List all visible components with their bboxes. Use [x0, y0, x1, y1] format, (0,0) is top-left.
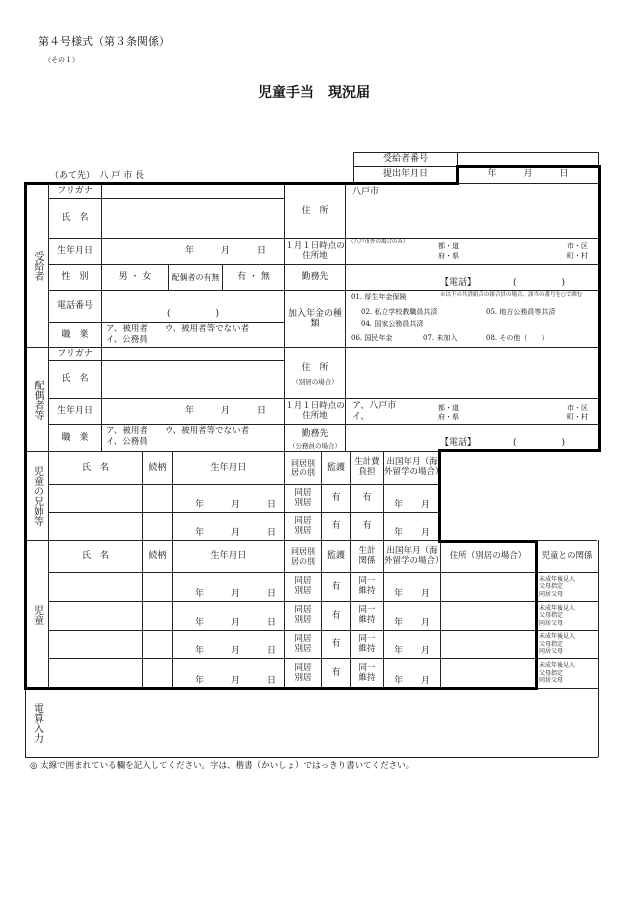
child-abroad-header: 出国年月（海外留学の場合） [384, 545, 444, 566]
child-relation-header: 児童との関係 [541, 550, 593, 561]
child-cohab-header: 同居別居の別 [291, 547, 315, 566]
spouse-phone-field[interactable]: ( ) [513, 438, 566, 448]
recipient-jan1-label: １月１日時点の住所地 [285, 240, 345, 261]
child1-abroad[interactable]: 年 月 [393, 588, 430, 599]
pension-01[interactable]: 01. 厚生年金保険 [351, 293, 407, 301]
child-care-header: 監護 [326, 551, 345, 562]
child-rel-header: 続柄 [148, 551, 167, 562]
child4-birth[interactable]: 年 月 日 [194, 675, 276, 686]
child2-birth[interactable]: 年 月 日 [194, 617, 276, 628]
child4-cohab[interactable]: 同居別居 [294, 662, 312, 683]
spouse-shiku: 市・区 [567, 404, 588, 412]
recipient-name-field[interactable] [102, 199, 284, 238]
child4-abroad[interactable]: 年 月 [393, 675, 430, 686]
child-name-header: 氏 名 [81, 551, 109, 562]
sib1-abroad[interactable]: 年 月 [393, 499, 430, 510]
sib2-birth[interactable]: 年 月 日 [194, 527, 276, 538]
pension-05[interactable]: 05. 地方公務員等共済 [486, 308, 556, 316]
sib1-care[interactable]: 有 [331, 493, 341, 504]
child3-living[interactable]: 同一維持 [358, 633, 376, 654]
spouse-work-label: 勤務先 （公務員の場合） [289, 429, 341, 450]
child3-abroad[interactable]: 年 月 [393, 645, 430, 656]
phone-label: 【電話】 [440, 278, 477, 288]
recipient-city[interactable]: 八戸市 [352, 187, 380, 197]
sib2-cohab[interactable]: 同居別居 [294, 515, 312, 536]
gender-field[interactable]: 男 ・ 女 [118, 272, 152, 283]
child4-living[interactable]: 同一維持 [358, 662, 376, 683]
pension-label: 加入年金の種類 [287, 308, 342, 329]
spouse-furigana-field[interactable] [102, 348, 284, 360]
child-addr-header: 住所（別居の場合） [449, 550, 527, 561]
todo: 都・道 [438, 242, 459, 250]
sib-cohab-header: 同居別居の別 [291, 458, 315, 477]
child2-living[interactable]: 同一維持 [358, 605, 376, 625]
spouse-name-label: 氏 名 [61, 374, 89, 385]
child1-birth[interactable]: 年 月 日 [194, 588, 276, 599]
recipient-address-label: 住 所 [301, 205, 329, 216]
child1-care[interactable]: 有 [331, 581, 341, 592]
addressee: （あて先） 八 戸 市 長 [50, 171, 145, 181]
shiku: 市・区 [567, 242, 588, 250]
child3-relation[interactable]: 未成年後見人 父母指定 同居父母 [539, 633, 576, 656]
spouse-chouson: 町・村 [567, 413, 588, 421]
spouse-fuken: 府・県 [438, 413, 459, 421]
child2-relation[interactable]: 未成年後見人 父母指定 同居父母 [539, 604, 576, 627]
sib-abroad-header: 出国年月（海外留学の場合） [384, 457, 444, 477]
children-section-label: 児童 [31, 604, 43, 625]
spouse-jan-b[interactable]: イ、 [352, 412, 370, 422]
sib2-abroad[interactable]: 年 月 [393, 527, 430, 538]
calc-input-label: 電算入力 [31, 703, 43, 743]
child1-cohab[interactable]: 同居別居 [294, 576, 312, 596]
sib1-living[interactable]: 有 [362, 493, 372, 504]
gender-label: 性 別 [61, 272, 89, 283]
sib2-living[interactable]: 有 [362, 521, 372, 532]
sib-living-header: 生計費負担 [354, 457, 380, 477]
spouse-phone-label: 【電話】 [440, 438, 477, 448]
pension-06[interactable]: 06. 国民年金 [351, 334, 393, 342]
recipient-birth-field[interactable]: 年 月 日 [184, 246, 266, 257]
sib1-birth[interactable]: 年 月 日 [194, 499, 276, 510]
work-phone-field[interactable]: ( ) [513, 278, 566, 288]
spouse-field[interactable]: 有 ・ 無 [237, 272, 270, 283]
spouse-furigana-label: フリガナ [57, 348, 93, 359]
spouse-label: 配偶者の有無 [171, 272, 220, 282]
chouson: 町・村 [567, 252, 588, 260]
recipient-furigana-label: フリガナ [57, 185, 93, 196]
spouse-address-label: 住 所 （別居の場合） [292, 363, 338, 386]
pension-note: ※以下の共済組合の組合員の場合、該当の番号を○で囲む [440, 292, 583, 298]
job-option-1[interactable]: ア、被用者 ウ、被用者等でない者 [106, 324, 250, 334]
submission-date-label: 提出年月日 [382, 168, 428, 179]
recipient-section-label: 受給者 [32, 250, 43, 281]
child3-birth[interactable]: 年 月 日 [194, 645, 276, 656]
pension-08[interactable]: 08. その他（ ） [486, 334, 549, 342]
spouse-birth-label: 生年月日 [56, 406, 93, 417]
child-living-header: 生計関係 [358, 545, 376, 566]
form-sub: （その１） [44, 56, 79, 64]
recipient-birth-label: 生年月日 [56, 246, 93, 257]
pension-02[interactable]: 02. 私立学校教職員共済 [361, 308, 438, 316]
pension-07[interactable]: 07. 未加入 [423, 334, 458, 342]
spouse-job-2[interactable]: イ、公務員 [106, 437, 148, 447]
submission-date-field[interactable]: 年 月 日 [487, 168, 569, 179]
spouse-jan-a[interactable]: ア、八戸市 [352, 401, 397, 411]
spouse-job-1[interactable]: ア、被用者 ウ、被用者等でない者 [106, 426, 250, 436]
spouse-birth-field[interactable]: 年 月 日 [184, 406, 266, 417]
child3-care[interactable]: 有 [331, 639, 341, 650]
child-birth-header: 生年月日 [210, 551, 247, 562]
pension-04[interactable]: 04. 国家公務員共済 [361, 320, 424, 328]
fuken: 府・県 [438, 252, 459, 260]
sib-care-header: 監護 [326, 462, 345, 473]
sib-birth-header: 生年月日 [210, 462, 247, 473]
calc-input-field[interactable] [49, 689, 598, 757]
work-label: 勤務先 [301, 272, 329, 283]
sib-name-header: 氏 名 [81, 462, 109, 473]
spouse-jan1-label: １月１日時点の住所地 [285, 400, 345, 421]
child2-care[interactable]: 有 [331, 610, 341, 621]
child4-care[interactable]: 有 [331, 668, 341, 679]
child3-cohab[interactable]: 同居別居 [294, 633, 312, 654]
footer-note: ◎ 太線で囲まれている欄を記入してください。字は、楷書（かいしょ）ではっきり書いてください。 [30, 761, 415, 771]
spouse-address-field[interactable] [346, 348, 598, 398]
tel-label: 電話番号 [56, 301, 93, 312]
spouse-todo: 都・道 [438, 404, 459, 412]
recipient-number-label: 受給者番号 [382, 153, 428, 164]
child1-relation[interactable]: 未成年後見人 父母指定 同居父母 [539, 575, 576, 598]
job-label: 職 業 [61, 329, 89, 340]
sib1-cohab[interactable]: 同居別居 [294, 487, 312, 508]
recipient-furigana-field[interactable] [102, 184, 284, 198]
sib-rel-header: 続柄 [148, 462, 167, 473]
sib2-care[interactable]: 有 [331, 521, 341, 532]
child2-cohab[interactable]: 同居別居 [294, 605, 312, 625]
job-option-2[interactable]: イ、公務員 [106, 335, 148, 345]
tel-field[interactable]: ( ) [166, 308, 220, 319]
page-title: 児童手当 現況届 [258, 85, 370, 101]
child2-abroad[interactable]: 年 月 [393, 617, 430, 628]
spouse-section-label: 配偶者等 [32, 379, 43, 420]
child1-living[interactable]: 同一維持 [358, 576, 376, 596]
siblings-section-label: 児童の兄姉等 [31, 466, 43, 526]
spouse-job-label: 職 業 [61, 432, 89, 443]
spouse-name-field[interactable] [102, 361, 284, 398]
child4-relation[interactable]: 未成年後見人 父母指定 同居父母 [539, 662, 576, 685]
outside-note: （八戸市外の場合のみ） [348, 239, 409, 245]
recipient-name-label: 氏 名 [61, 213, 89, 224]
form-number: 第４号様式（第３条関係） [38, 35, 170, 48]
